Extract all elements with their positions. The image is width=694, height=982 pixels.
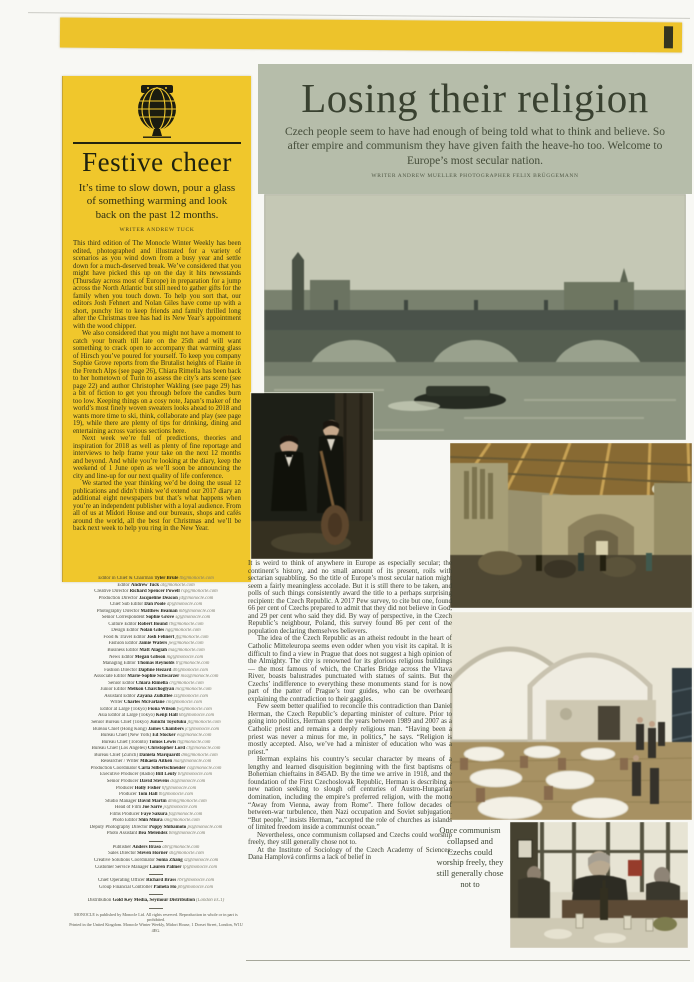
masthead-email: tr@monocle.com bbox=[175, 661, 210, 667]
religion-paragraph: The idea of the Czech Republic as an atheist redoubt in the heart of Catholic Mitteleuropa seems even odder when you visit its capital. It is difficult to find a view in Prague that does not suggest a high opinion of the Almighty. The city is renowned for its glorious religious buildings — the most famous of which, the Charles Bridge across the Vltava River, boasts balustrades punctuated with statues of saints. But the Czechs’ indifference to everything these monuments stand for is now part of the patter of Prague’s tour guides, who can be overheard explaining the contradiction to their gaggles. bbox=[248, 634, 452, 703]
religion-standfirst: Czech people seem to have had enough of being told what to think and believe. So after empire and communism they have given faith the heave-ho too. Welcome to Europe’s most secular nation. bbox=[284, 126, 666, 167]
masthead-name: Poppy Shibamoto bbox=[149, 824, 187, 830]
religion-paragraph: Nevertheless, once communism collapsed and Czechs could worship freely, they still generally chose not to. bbox=[248, 830, 452, 847]
masthead-email: hf@monocle.com bbox=[161, 785, 197, 791]
masthead-email: tb@monocle.com bbox=[179, 576, 214, 581]
masthead-role: Studio Manager bbox=[105, 798, 137, 804]
masthead-name: Mikaela Aitken bbox=[140, 759, 173, 765]
masthead-name: Faye Sakura bbox=[140, 811, 168, 817]
masthead-email: zz@monocle.com bbox=[173, 693, 208, 699]
masthead-email: jf@monocle.com bbox=[175, 634, 209, 640]
masthead-role: Managing Editor bbox=[102, 661, 136, 667]
masthead-line bbox=[66, 898, 246, 905]
festive-paragraph: We also considered that you might not have a moment to catch your breath till late on the 25th and will want something to crack open to accompany that warming glass of Hirsch you’ve poured for yourself. To keep you company Sophie Grove reports from the Brutalist heights of Flaine in the French Alps (see page 26), Chiara Rimella has been back to her hometown of Turin to assess the city’s arts scene (see page 22) and author Christopher Wakling (see page 29) has a bit of fiction to get you through before the candles burn too low. Keeping things on a cosy note, Japan’s maker of the world’s most finely woven sweaters looks ahead to 2018 and wants more time to ski, think, collaborate and play (see page 19), while there are plenty of tips for drinking, dining and entertaining across various sections here. bbox=[73, 330, 241, 435]
masthead-email: sg@monocle.com bbox=[175, 615, 211, 621]
festive-body bbox=[72, 240, 242, 533]
masthead-email: sz@monocle.com bbox=[183, 857, 219, 863]
masthead-email: ma@monocle.com bbox=[168, 648, 205, 654]
masthead-name: Robert Bound bbox=[137, 621, 168, 627]
masthead-name: Jacqueline Deacon bbox=[138, 595, 178, 601]
masthead-name: Matthew Beaman bbox=[140, 608, 178, 614]
masthead-role: Asia Editor at Large (Tokyo) bbox=[97, 713, 155, 719]
masthead-name: Charles McFarlane bbox=[123, 700, 165, 706]
masthead-email: mai@monocle.com bbox=[173, 759, 212, 765]
masthead-email: rsp@monocle.com bbox=[181, 589, 218, 595]
masthead-name: Tyler Brûlé bbox=[154, 576, 179, 581]
masthead-role: Culture Editor bbox=[108, 621, 137, 627]
masthead-email: rbr@monocle.com bbox=[177, 878, 215, 884]
masthead-role: Sales Director bbox=[108, 851, 136, 857]
masthead-name: Andrew Tuck bbox=[130, 582, 160, 588]
imprint-line: MONOCLE is published by Monocle Ltd. All rights reserved. Reproduction in whole or in part is prohibited. bbox=[74, 911, 238, 922]
masthead-email: bl@monocle.com bbox=[177, 772, 213, 778]
masthead-role: Senior Producer bbox=[106, 778, 139, 784]
masthead-name: David Martin bbox=[137, 798, 167, 804]
photo-cellists bbox=[250, 392, 374, 560]
masthead-role: Chief Operating Officer bbox=[97, 878, 145, 884]
religion-byline: WRITER ANDREW MUELLER PHOTOGRAPHER FELIX BRÜGGEMANN bbox=[371, 173, 579, 180]
masthead-name: Daphne Hezard bbox=[138, 667, 172, 673]
masthead-email: tl@monocle.com bbox=[177, 739, 211, 745]
masthead-role: Fashion Director bbox=[104, 667, 138, 673]
masthead-email: sm@monocle.com bbox=[163, 818, 200, 824]
masthead-role: Business Editor bbox=[107, 648, 139, 654]
festive-paragraph: We started the year thinking we’d be doing the usual 12 publications and didn’t think we’d extend our 2017 diary an additional eight newspapers but that’s what happens when you’re an independent publisher with a loyal audience. From all of us at Midori House and our bureaux, shops and cafés around the world, all the best for Christmas and we’ll be back next week to help you ring in the New Year. bbox=[73, 480, 241, 533]
masthead-line bbox=[66, 885, 246, 892]
masthead-role: Customer Service Manager bbox=[94, 864, 149, 870]
masthead-role: Group Financial Controller bbox=[98, 884, 153, 890]
masthead-name: Richard Brass bbox=[146, 878, 177, 884]
masthead-email: dmn@monocle.com bbox=[167, 798, 207, 804]
masthead-name: Sophie Grove bbox=[145, 615, 175, 621]
religion-paragraph: Few seem better qualified to reconcile this contradiction than Daniel Herman, the Czech Republic’s departing minister of culture. Prior to going into politics, Herman spent the years between 1989 and 2007 as a Catholic priest and remains a deeply religious man. “Having been a priest was never a minus for me, in politics,” he says. “Religion is mostly accepted. Also, we’ve had a minister of education who was a priest.” bbox=[248, 702, 452, 756]
masthead-email: bm@monocle.com bbox=[168, 831, 206, 837]
masthead-email: abr@monocle.com bbox=[162, 844, 200, 850]
masthead-email: ds@monocle.com bbox=[170, 778, 206, 784]
masthead-email: jt@monocle.com bbox=[187, 720, 221, 726]
masthead-commercial-group bbox=[66, 845, 246, 871]
masthead-email: js@monocle.com bbox=[163, 805, 198, 811]
masthead-name: Jamie Waters bbox=[138, 641, 168, 647]
masthead-email: fs@monocle.com bbox=[168, 811, 203, 817]
festive-cheer-content bbox=[63, 76, 251, 533]
masthead-email: fw@monocle.com bbox=[176, 706, 212, 712]
masthead-role: Photo Assistant bbox=[106, 831, 138, 837]
masthead-name: Megan Gibson bbox=[134, 654, 166, 660]
masthead-role: Photo Editor bbox=[112, 818, 138, 824]
festive-title: Festive cheer bbox=[82, 147, 232, 177]
masthead-email: rb@monocle.com bbox=[168, 621, 204, 627]
masthead-email: mss@monocle.com bbox=[180, 674, 219, 680]
masthead-role: Editor in Chief & Chairman bbox=[98, 576, 154, 581]
masthead-email: cl@monocle.com bbox=[186, 746, 221, 752]
masthead-email: sh@monocle.com bbox=[169, 851, 204, 857]
masthead-name: Tomos Lewis bbox=[148, 739, 177, 745]
masthead-role: Assistant Editor bbox=[104, 693, 136, 699]
masthead-role: Creative Solutions Coordinator bbox=[93, 857, 155, 863]
masthead-name: Lauren Palmer bbox=[149, 864, 182, 870]
religion-article-body bbox=[248, 560, 452, 862]
religion-article-header bbox=[258, 64, 692, 194]
masthead-email: mc@monocle.com bbox=[175, 687, 212, 693]
masthead-role: Bureau Chief (Hong Kong) bbox=[92, 726, 147, 732]
photo-vaulted-banquet-hall bbox=[450, 612, 692, 820]
masthead-divider bbox=[149, 874, 163, 875]
masthead-role: Photography Director bbox=[96, 608, 140, 614]
masthead-name: Pamela Ho bbox=[153, 884, 177, 890]
masthead-role: Design Editor bbox=[111, 628, 139, 634]
masthead-role: Bureau Chief (Los Angeles) bbox=[91, 746, 147, 752]
religion-paragraph: It is weird to think of anywhere in Europe as especially secular; the continent’s history, and no small amount of its present, roils with sectarian squabbling. So the title of Europe’s most secular nation might seem a fairly meaningless accolade. But it is still there to be taken, and polls of such things consistently award the title to a perhaps surprising recipient: the Czech Republic. A 2017 Pew survey, to cite but one, found 66 per cent of Czechs prepared to admit that they did not believe in God, and 29 per cent who said they did. By way of perspective, in the Czech Republic’s neighbour, Poland, this survey found 86 per cent of the population declaring themselves believers. bbox=[248, 559, 452, 635]
masthead-editorial-group bbox=[66, 576, 246, 838]
masthead-role: Editor bbox=[117, 582, 130, 588]
masthead-name: James Chambers bbox=[147, 726, 184, 732]
festive-paragraph: This third edition of The Monocle Winter Weekly has been edited, photographed and illustrated for a variety of scenarios as you wind down from a busy year and settle down for a much-deserved break. We’ve considered that you might have picked this up on the day it hits newsstands (Thursday across most of Europe) in preparation for a jump across the North Atlantic but still need to gather gifts for the family when you touch down. To help you sort that, our editors Josh Fehnert and Nolan Giles have come up with a short, punchy list to keep friends and family thrilled long after the Christmas tree has had its New Year’s appointment with the wood chipper. bbox=[73, 240, 241, 330]
masthead-name: Kenji Hall bbox=[155, 713, 178, 719]
masthead-name: Joe Sarre bbox=[142, 805, 163, 811]
masthead-name: Carla Silbertschneider bbox=[138, 765, 186, 771]
photo-cafe-scene bbox=[510, 822, 688, 948]
masthead-operations-group bbox=[66, 878, 246, 891]
masthead-role: Associate Editor bbox=[93, 674, 127, 680]
masthead-name: Holly Fisher bbox=[134, 785, 161, 791]
festive-cheer-panel bbox=[62, 76, 251, 582]
masthead-role: Food & Travel Editor bbox=[103, 634, 146, 640]
masthead-name: Daniela Marquardt bbox=[139, 752, 181, 758]
festive-standfirst: It’s time to slow down, pour a glass of something warming and look back on the past 12 months. bbox=[78, 182, 236, 221]
masthead-role: Producer bbox=[115, 785, 134, 791]
masthead-role: Editor at Large (Tokyo) bbox=[100, 706, 147, 712]
masthead-role: Senior Editor bbox=[108, 680, 135, 686]
festive-paragraph: Next week we’re full of predictions, theories and inspiration for 2018 as well as plenty of fine reportage and interviews to help frame your take on the next 12 months and beyond. And while you’re looking at the diary, keep the weekend of 1 June open as we’ll soon be announcing the city and line-up for our next quality of life conference. bbox=[73, 435, 241, 480]
masthead-name: Nolan Giles bbox=[139, 628, 165, 634]
festive-byline: WRITER ANDREW TUCK bbox=[119, 227, 195, 234]
masthead-distribution-group bbox=[66, 898, 246, 905]
masthead-line bbox=[66, 831, 246, 838]
masthead-role: Deputy Photography Director bbox=[89, 824, 148, 830]
globe-icon bbox=[134, 84, 180, 138]
page-marker bbox=[664, 26, 673, 48]
masthead-email: cm@monocle.com bbox=[165, 700, 202, 706]
masthead-name: Gold Key Media, Seymour Distribution bbox=[112, 898, 195, 904]
masthead-email: dp@monocle.com bbox=[166, 602, 203, 608]
masthead-role: Creative Director bbox=[94, 589, 129, 595]
masthead-role: Production Coordinator bbox=[90, 765, 137, 771]
religion-paragraph: Herman explains his country’s secular character by means of a lengthy and learned disquisition beginning with the first baptisms of Bohemian chieftains in 845AD. By the time we arrive in 1918, and the foundation of the First Czechoslovak Republic, Herman is describing a new nation seeking to slough off centuries of Austro-Hungarian domination, including the empire’s preferred religion, with the motto “Away from Vienna, away from Rome”. There follow decades of between-war turbulence, then Nazi occupation and Soviet subjugation. “But people,” insists Herman, “accepted the role of churches as islands of limited freedom inside a communist ocean.” bbox=[248, 755, 452, 832]
masthead-role: News Editor bbox=[108, 654, 134, 660]
masthead-role: Junior Editor bbox=[100, 687, 127, 693]
masthead-imprint bbox=[66, 912, 246, 933]
masthead-name: Bea Melendez bbox=[138, 831, 168, 837]
masthead-name: Matt Alagiah bbox=[139, 648, 167, 654]
masthead-role: Publisher bbox=[112, 844, 132, 850]
masthead-name: Zayana Zulkiflee bbox=[136, 693, 173, 699]
masthead-email: ng@monocle.com bbox=[165, 628, 201, 634]
masthead-email: (London EC1) bbox=[196, 898, 225, 904]
masthead-name: Tom Hall bbox=[137, 792, 158, 798]
masthead-email: lp@monocle.com bbox=[182, 864, 218, 870]
masthead-name: Sonia Zhang bbox=[156, 857, 183, 863]
masthead-email: ps@monocle.com bbox=[187, 824, 223, 830]
masthead-email: jd@monocle.com bbox=[179, 595, 214, 601]
masthead-name: Josh Fehnert bbox=[146, 634, 175, 640]
masthead bbox=[66, 576, 246, 933]
masthead-name: Christopher Lord bbox=[147, 746, 186, 752]
masthead-email: es@monocle.com bbox=[176, 733, 212, 739]
masthead-role: Films Producer bbox=[109, 811, 140, 817]
masthead-email: jc@monocle.com bbox=[185, 726, 220, 732]
masthead-name: Thomas Reynolds bbox=[137, 661, 175, 667]
masthead-name: Dan Poole bbox=[144, 602, 166, 608]
masthead-name: David Stevens bbox=[139, 778, 170, 784]
masthead-email: at@monocle.com bbox=[160, 582, 195, 588]
religion-title: Losing their religion bbox=[301, 75, 649, 121]
masthead-divider bbox=[149, 841, 163, 842]
masthead-role: Producer bbox=[119, 792, 137, 798]
masthead-name: Ed Stocker bbox=[152, 733, 176, 739]
masthead-role: Distribution bbox=[87, 898, 112, 904]
masthead-role: Head of Film bbox=[114, 805, 142, 811]
bottom-rule bbox=[246, 960, 690, 961]
masthead-email: th@monocle.com bbox=[158, 792, 193, 798]
masthead-line bbox=[66, 865, 246, 872]
masthead-email: dh@monocle.com bbox=[172, 667, 208, 673]
masthead-name: Bill Leuty bbox=[155, 772, 177, 778]
top-yellow-strip bbox=[60, 18, 682, 53]
masthead-role: Writer bbox=[110, 700, 123, 706]
religion-paragraph: At the Institute of Sociology of the Czech Academy of Sciences, Dana Hamplová confirms a lack of belief in bbox=[248, 845, 452, 862]
masthead-name: Melkon Charchoglyan bbox=[127, 687, 175, 693]
imprint-line: Printed in the United Kingdom. Monocle Winter Weekly, Midori House, 1 Dorset Street, London, W1U 4EG. bbox=[69, 922, 243, 933]
masthead-email: jw@monocle.com bbox=[168, 641, 204, 647]
masthead-name: Junichi Toyofuku bbox=[149, 720, 187, 726]
masthead-divider bbox=[149, 908, 163, 909]
masthead-email: ph@monocle.com bbox=[177, 884, 213, 890]
masthead-email: mg@monocle.com bbox=[166, 654, 204, 660]
masthead-email: cs@monocle.com bbox=[186, 765, 222, 771]
masthead-name: Anders Braso bbox=[132, 844, 161, 850]
masthead-name: Richard Spencer Powell bbox=[129, 589, 180, 595]
masthead-role: Production Director bbox=[98, 595, 138, 601]
masthead-name: Fiona Wilson bbox=[147, 706, 176, 712]
masthead-name: Chiara Rimella bbox=[135, 680, 168, 686]
masthead-divider bbox=[149, 894, 163, 895]
photo-church-interior bbox=[450, 443, 692, 608]
masthead-email: mb@monocle.com bbox=[178, 608, 216, 614]
masthead-role: Bureau Chief (New York) bbox=[100, 733, 152, 739]
masthead-role: Senior Bureau Chief (Tokyo) bbox=[91, 720, 149, 726]
masthead-name: Marie-Sophie Schwarzer bbox=[127, 674, 180, 680]
masthead-role: Fashion Editor bbox=[108, 641, 138, 647]
masthead-name: Shin Miura bbox=[138, 818, 163, 824]
masthead-email: dm@monocle.com bbox=[181, 752, 218, 758]
masthead-email: kh@monocle.com bbox=[178, 713, 214, 719]
masthead-name: Steven Horner bbox=[137, 851, 168, 857]
pull-quote: Once communism collapsed and Czechs could worship freely, they still generally chose not to bbox=[436, 826, 504, 889]
masthead-role: Bureau Chief (Zürich) bbox=[94, 752, 139, 758]
divider-rule bbox=[73, 142, 241, 144]
masthead-role: Chief Sub Editor bbox=[109, 602, 144, 608]
masthead-role: Researcher / Writer bbox=[100, 759, 139, 765]
masthead-role: Senior Correspondent bbox=[101, 615, 145, 621]
masthead-email: cr@monocle.com bbox=[169, 680, 204, 686]
masthead-role: Bureau Chief (Toronto) bbox=[101, 739, 148, 745]
masthead-role: Executive Producer (Radio) bbox=[99, 772, 155, 778]
